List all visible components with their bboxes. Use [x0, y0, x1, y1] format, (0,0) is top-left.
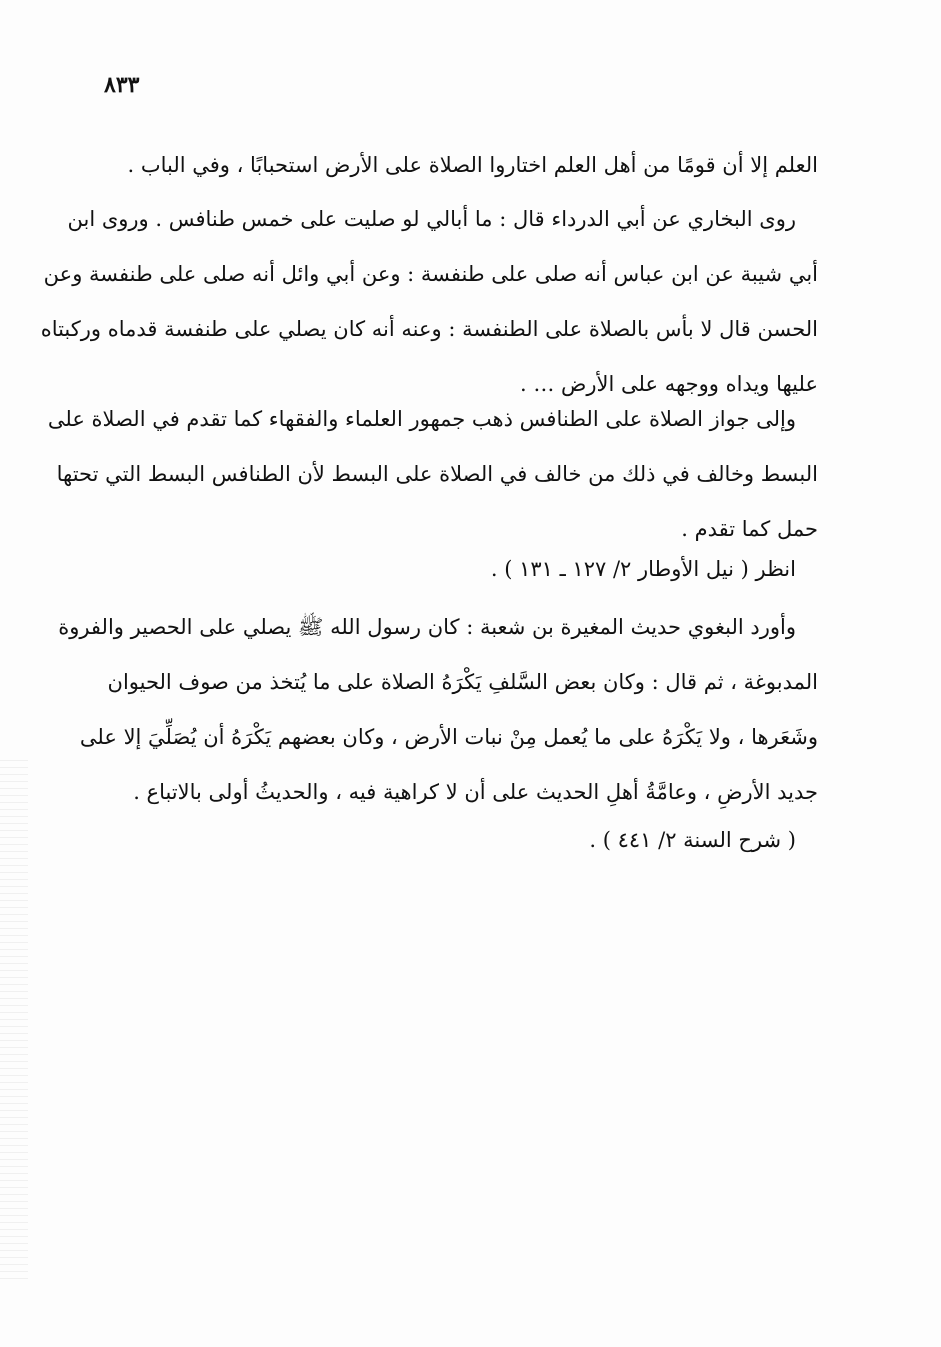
text-line: العلم إلا أن قومًا من أهل العلم اختاروا الصلاة على الأرض استحبابًا ، وفي الباب .: [127, 153, 818, 177]
paragraph-5: [58, 600, 818, 860]
text-line: انظر ( نيل الأوطار ٢/ ١٢٧ ـ ١٣١ ) .: [490, 557, 796, 581]
scan-edge-noise: [0, 760, 28, 1280]
text-line: أبي شيبة عن ابن عباس أنه صلى على طنفسة : وعن أبي وائل أنه صلى على طنفسة وعن: [43, 262, 818, 286]
text-line: روى البخاري عن أبي الدرداء قال : ما أبالي لو صليت على خمس طنافس . وروى ابن: [67, 207, 796, 231]
text-line: وشَعَرها ، ولا يَكْرَهُ على ما يُعمل مِنْ نبات الأرض ، وكان بعضهم يَكْرَهُ أن يُصَلِّيَ إلا على: [79, 725, 818, 749]
text-line: البسط وخالف في ذلك من خالف في الصلاة على البسط لأن الطنافس البسط التي تحتها: [56, 462, 818, 486]
text-line: المدبوغة ، ثم قال : وكان بعض السَّلفِ يَكْرَهُ الصلاة على ما يُتخذ من صوف الحيوان: [107, 670, 818, 694]
text-line: حمل كما تقدم .: [681, 517, 818, 541]
text-line: عليها ويداه ووجهه على الأرض … .: [520, 372, 818, 396]
text-line: جديد الأرضِ ، وعامَّةُ أهلِ الحديث على أن لا كراهية فيه ، والحديثُ أولى بالاتباع .: [133, 780, 818, 804]
text-line: وأورد البغوي حديث المغيرة بن شعبة : كان رسول الله ﷺ يصلي على الحصير والفروة: [58, 615, 796, 639]
text-line: وإلى جواز الصلاة على الطنافس ذهب جمهور العلماء والفقهاء كما تقدم في الصلاة على: [47, 407, 796, 431]
paragraph-4-reference: [100, 542, 818, 597]
page-number: ٨٣٣: [104, 72, 140, 98]
text-line: ( شرح السنة ٢/ ٤٤١ ) .: [589, 828, 796, 852]
paragraph-1: [100, 138, 818, 193]
paragraph-2: [40, 192, 818, 412]
text-line: الحسن قال لا بأس بالصلاة على الطنفسة : وعنه أنه كان يصلي على طنفسة قدماه وركبتاه: [40, 317, 818, 341]
paragraph-3: [47, 392, 818, 557]
